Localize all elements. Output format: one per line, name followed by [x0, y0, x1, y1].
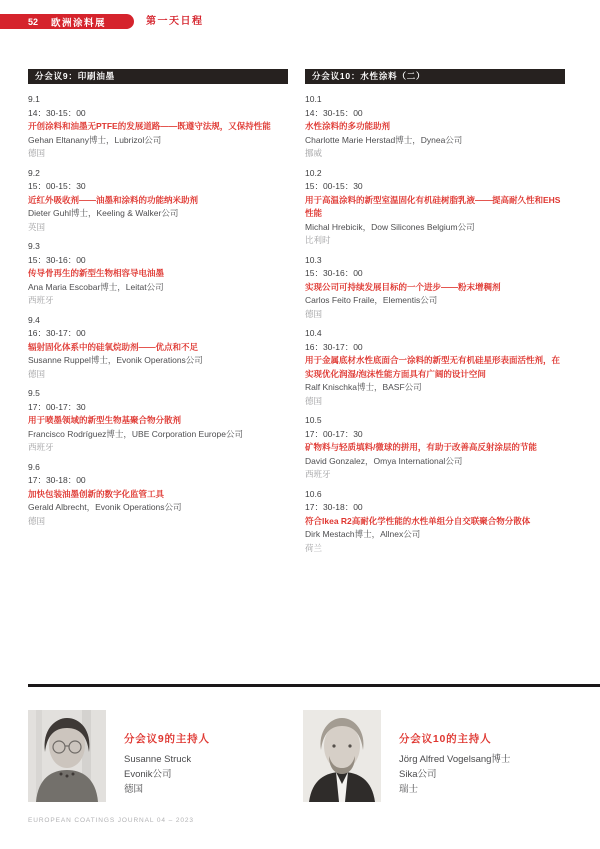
talk-time: 15：00-15：30: [305, 181, 363, 191]
session-9-header-bar: 分会议9：印刷油墨: [28, 69, 288, 84]
talk-number: 10.1: [305, 94, 322, 104]
moderator-name: Susanne Struck: [124, 754, 192, 765]
talk-country: 德国: [305, 395, 323, 406]
talk-title: 用于高温涂料的新型室温固化有机硅树脂乳液——提高耐久性和EHS性能: [305, 194, 561, 218]
moderator-heading: 分会议9的主持人: [124, 733, 210, 745]
talk-speaker: Susanne Ruppel博士，Evonik Operations公司: [28, 355, 203, 365]
talk-country: 比利时: [305, 235, 331, 245]
talk-speaker: Ana Maria Escobar博士，Leitat公司: [28, 281, 164, 292]
talk-country: 英国: [28, 221, 46, 232]
talk-number: 10.4: [305, 328, 322, 338]
talk-country: 挪威: [305, 148, 323, 158]
talk-speaker: Dieter Guhl博士，Keeling & Walker公司: [28, 208, 179, 218]
talk-country: 德国: [28, 148, 46, 158]
talk-speaker: David Gonzalez，Omya International公司: [305, 455, 463, 466]
moderator-heading: 分会议10的主持人: [399, 733, 492, 745]
talk-time: 15：30-16：00: [28, 254, 86, 265]
talk-10-3: [305, 254, 565, 322]
moderator-session-9: [28, 710, 303, 802]
talk-title: 矿物料与轻质填料/微球的拼用，有助于改善高反射涂层的节能: [305, 442, 537, 452]
talk-number: 9.4: [28, 314, 40, 325]
talk-title: 实现公司可持续发展目标的一个进步——粉末增稠剂: [305, 281, 501, 292]
talk-number: 9.5: [28, 388, 40, 398]
talk-title: 辐射固化体系中的硅氧烷助剂——优点和不足: [28, 341, 199, 352]
moderator-portrait-photo: [303, 710, 381, 802]
talk-number: 10.6: [305, 488, 322, 499]
talk-speaker: Charlotte Marie Herstad博士，Dynea公司: [305, 134, 463, 145]
talk-time: 16：30-17：00: [28, 328, 86, 338]
talk-9-5: [28, 387, 288, 455]
talk-title: 开创涂料和油墨无PTFE的发展道路——既遵守法规，又保持性能: [28, 121, 271, 131]
moderator-company: Evonik公司: [124, 769, 172, 780]
talk-time: 15：30-16：00: [305, 268, 363, 278]
talk-10-2: [305, 167, 565, 248]
moderator-portrait-photo: [28, 710, 106, 802]
talk-country: 西班牙: [28, 442, 54, 452]
moderator-name: Jörg Alfred Vogelsang博士: [399, 754, 511, 765]
talk-speaker: Gehan Eltanany博士，Lubrizol公司: [28, 134, 162, 145]
talk-9-2: [28, 167, 288, 235]
moderator-info: [399, 710, 510, 802]
page-header-badge: [0, 14, 134, 29]
talk-9-6: [28, 461, 288, 529]
talk-10-4: [305, 327, 565, 408]
talk-number: 10.2: [305, 167, 322, 178]
talk-speaker: Ralf Knischka博士，BASF公司: [305, 382, 422, 392]
talk-country: 西班牙: [28, 295, 54, 305]
talk-title: 用于喷墨领域的新型生物基聚合物分散剂: [28, 415, 182, 425]
talk-title: 加快包装油墨创新的数字化监管工具: [28, 488, 165, 499]
talk-country: 德国: [28, 368, 46, 379]
talk-title: 符合Ikea R2高耐化学性能的水性单组分自交联聚合物分散体: [305, 515, 531, 526]
talk-10-5: [305, 414, 565, 482]
talk-time: 17：00-17：30: [28, 401, 86, 412]
section-divider-rule: [28, 684, 600, 687]
talk-time: 16：30-17：00: [305, 341, 363, 352]
talk-speaker: Dirk Mestach博士，Allnex公司: [305, 529, 421, 539]
talk-title: 传导骨再生的新型生物相容导电油墨: [28, 268, 165, 278]
talk-number: 9.3: [28, 241, 40, 251]
talk-9-3: [28, 240, 288, 308]
talk-time: 15：00-15：30: [28, 181, 86, 191]
talk-time: 14：30-15：00: [305, 107, 363, 118]
talk-9-4: [28, 314, 288, 382]
talk-time: 17：00-17：30: [305, 428, 363, 439]
talk-number: 9.2: [28, 167, 40, 178]
talk-number: 10.3: [305, 254, 322, 265]
moderator-company: Sika公司: [399, 769, 437, 780]
moderators-section: [28, 710, 600, 802]
talk-country: 德国: [305, 308, 323, 319]
talk-country: 西班牙: [305, 469, 331, 479]
talk-speaker: Gerald Albrecht，Evonik Operations公司: [28, 502, 182, 512]
talk-speaker: Michal Hrebicik，Dow Silicones Belgium公司: [305, 221, 475, 232]
session-10-column: [305, 69, 565, 555]
talk-number: 9.6: [28, 461, 40, 472]
session-10-header-bar: 分会议10：水性涂料（二）: [305, 69, 565, 84]
talk-speaker: Francisco Rodríguez博士，UBE Corporation Europe公司: [28, 428, 243, 439]
session-9-column: [28, 69, 288, 555]
journal-footer: EUROPEAN COATINGS JOURNAL 04 – 2023: [28, 817, 194, 824]
talk-title: 近红外吸收剂——油墨和涂料的功能纳米助剂: [28, 194, 199, 205]
moderator-country: 瑞士: [399, 784, 419, 795]
day-schedule-label: 第一天日程: [146, 16, 204, 27]
talk-speaker: Carlos Feito Fraile，Elementis公司: [305, 295, 438, 305]
moderator-session-10: [303, 710, 578, 802]
talk-time: 17：30-18：00: [305, 502, 363, 512]
page-number: 52: [28, 16, 39, 27]
talk-country: 荷兰: [305, 542, 323, 553]
talk-10-6: [305, 488, 565, 556]
talk-title: 用于金属底材水性底面合一涂料的新型无有机硅星形表面活性剂，在实现优化润湿/泡沫性能方面具有广阔的设计空间: [305, 355, 561, 379]
talk-number: 9.1: [28, 94, 40, 104]
talk-time: 17：30-18：00: [28, 475, 86, 485]
talk-time: 14：30-15：00: [28, 107, 86, 118]
publication-section-title: 欧洲涂料展: [51, 17, 107, 29]
talk-country: 德国: [28, 515, 46, 526]
moderator-country: 德国: [124, 784, 144, 795]
schedule-columns: [28, 69, 565, 555]
talk-number: 10.5: [305, 415, 322, 425]
talk-title: 水性涂料的多功能助剂: [305, 121, 391, 131]
moderator-info: [124, 710, 210, 802]
talk-10-1: [305, 93, 565, 161]
talk-9-1: [28, 93, 288, 161]
